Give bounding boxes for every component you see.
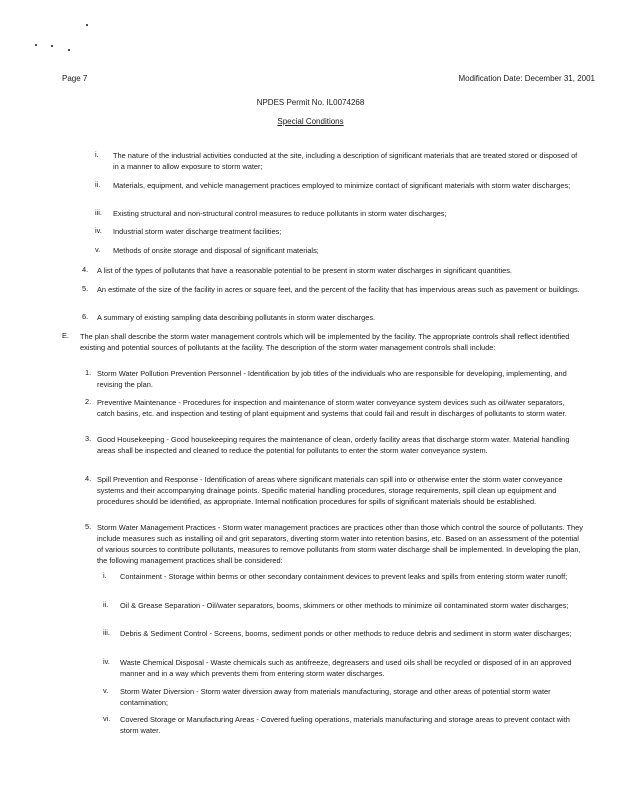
permit-number: NPDES Permit No. IL0074268	[256, 98, 365, 107]
list-item-number: v.	[103, 686, 109, 695]
list-item-text: Industrial storm water discharge treatment facilities;	[113, 227, 282, 236]
list-item-number: iii.	[95, 208, 102, 217]
section-e-text: The plan shall describe the storm water management controls which will be implemented by the facility. The appropriate controls shall reflect identified existing and potential sources of pollutants at the facility. The description of the storm water management controls shall include:	[80, 332, 570, 352]
list-item-number: 2.	[85, 397, 92, 406]
list-item-number: 5.	[82, 284, 89, 293]
page-number: Page 7	[62, 74, 88, 83]
list-item-text: Covered Storage or Manufacturing Areas - Covered fueling operations, materials manufacturing and storage areas to prevent contact with storm water.	[120, 715, 570, 735]
list-item-number: 3.	[85, 434, 92, 443]
list-item-text: Existing structural and non-structural control measures to reduce pollutants in storm water discharges;	[113, 209, 447, 218]
list-item-text: Methods of onsite storage and disposal of significant materials;	[113, 246, 319, 255]
list-item-text: Oil & Grease Separation - Oil/water separators, booms, skimmers or other methods to minimize oil contaminated storm water discharges;	[120, 601, 569, 610]
scan-speck	[68, 49, 70, 51]
list-item-number: 1.	[85, 368, 92, 377]
list-item-text: The nature of the industrial activities conducted at the site, including a description of significant materials that are treated stored or disposed of in a manner to allow exposure to storm water;	[113, 151, 578, 171]
modification-date: Modification Date: December 31, 2001	[458, 74, 595, 83]
section-title: Special Conditions	[277, 117, 344, 126]
section-letter: E.	[62, 331, 69, 340]
list-item-text: Storm Water Pollution Prevention Personnel - Identification by job titles of the individuals who are responsible for developing, implementing, and revising the plan.	[97, 369, 567, 389]
list-item-text: Debris & Sediment Control - Screens, booms, sediment ponds or other methods to reduce debris and sediment in storm water discharges;	[120, 629, 572, 638]
list-item-text: Waste Chemical Disposal - Waste chemicals such as antifreeze, degreasers and used oils shall be recycled or disposed of in an approved manner and in a way which prevents them from entering storm water discharges.	[120, 658, 572, 678]
list-item-text: Storm Water Management Practices - Storm water management practices are practices other than those which control the source of pollutants. They include measures such as installing oil and grit separators, diverting storm water into retention basins, etc. Based on an assessment of the potential of various sources to contribute pollutants, measures to remove pollutants from storm water discharge shall be implemented. In developing the plan, the following management practices shall be considered:	[97, 523, 583, 565]
list-item-number: vi.	[103, 714, 111, 723]
list-item-number: iv.	[95, 226, 102, 235]
list-item-text: Spill Prevention and Response - Identification of areas where significant materials can spill into or otherwise enter the storm water conveyance systems and their accompanying drainage points. Specific material handling procedures, storage requirements, spill clean up equipment and procedures should be identified, as appropriate. Internal notification procedures for spills of significant materials should be established.	[97, 475, 563, 506]
list-item-number: iv.	[103, 657, 110, 666]
list-item-number: 4.	[85, 474, 92, 483]
list-item-text: Materials, equipment, and vehicle management practices employed to minimize contact of significant materials with storm water discharges;	[113, 181, 571, 190]
list-item-text: Storm Water Diversion - Storm water diversion away from materials manufacturing, storage and other areas of potential storm water contamination;	[120, 687, 551, 707]
list-item-number: 5.	[85, 522, 92, 531]
list-item-text: An estimate of the size of the facility in acres or square feet, and the percent of the facility that has impervious areas such as pavement or buildings.	[97, 285, 580, 294]
list-item-text: A summary of existing sampling data describing pollutants in storm water discharges.	[97, 313, 376, 322]
list-item-text: Good Housekeeping - Good housekeeping requires the maintenance of clean, orderly facility areas that discharge storm water. Material handling areas shall be inspected and cleaned to reduce the potential for pollutants to enter the storm water conveyance system.	[97, 435, 570, 455]
list-item-number: 6.	[82, 312, 89, 321]
list-item-number: i.	[103, 571, 107, 580]
list-item-text: A list of the types of pollutants that have a reasonable potential to be present in storm water discharges in significant quantities.	[97, 266, 512, 275]
list-item-text: Preventive Maintenance - Procedures for inspection and maintenance of storm water conveyance system devices such as oil/water separators, catch basins, etc. and inspection and testing of plant equipment and systems that could fail and result in discharges of pollutants to storm water.	[97, 398, 567, 418]
list-item-number: ii.	[95, 180, 101, 189]
list-item-number: ii.	[103, 600, 109, 609]
list-item-number: 4.	[82, 265, 89, 274]
list-item-number: iii.	[103, 628, 110, 637]
list-item-text: Containment - Storage within berms or other secondary containment devices to prevent leaks and spills from entering storm water runoff;	[120, 572, 568, 581]
list-item-number: i.	[95, 150, 99, 159]
scan-speck	[51, 45, 53, 47]
list-item-number: v.	[95, 245, 101, 254]
scan-speck	[86, 24, 88, 26]
scan-speck	[35, 44, 37, 46]
